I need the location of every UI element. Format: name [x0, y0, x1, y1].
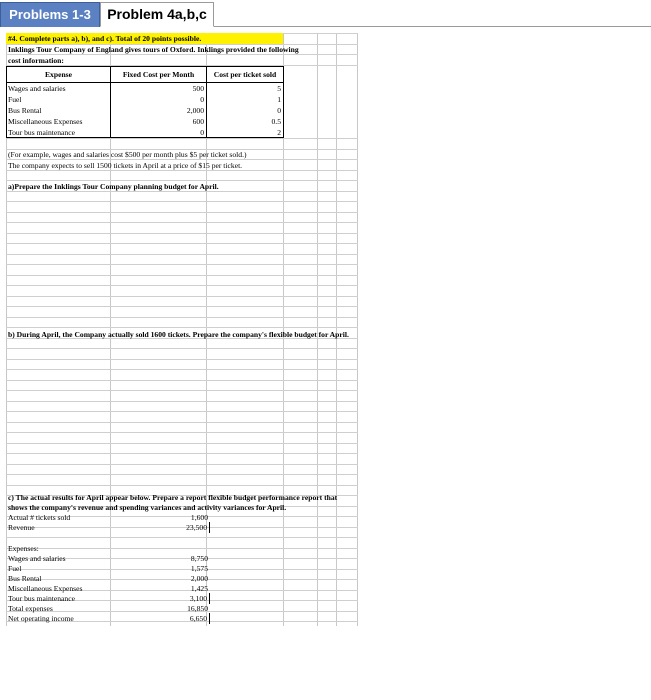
- grid-row-line: [6, 222, 358, 223]
- cost-row: [6, 94, 358, 105]
- grid-row-line: [6, 264, 358, 265]
- part-b-prompt[interactable]: b) During April, the Company actually sold 1600 tickets. Prepare the company's flexible budget for April.: [8, 330, 349, 339]
- grid-row-line: [6, 369, 358, 370]
- grid-row-line: [6, 537, 358, 538]
- actual-net-row: [6, 613, 358, 624]
- grid-row-line: [6, 359, 358, 360]
- cost-row-per-ticket[interactable]: 0.5: [271, 117, 281, 126]
- tab-problem-4abc[interactable]: Problem 4a,b,c: [100, 2, 214, 27]
- actual-net-label[interactable]: Net operating income: [8, 614, 74, 623]
- grid-row-line: [6, 243, 358, 244]
- note-example[interactable]: (For example, wages and salaries cost $500 per month plus $5 per ticket sold.): [8, 150, 247, 159]
- grid-row-line: [6, 327, 358, 328]
- tab-problems-1-3[interactable]: Problems 1-3: [0, 2, 100, 27]
- cost-row-expense[interactable]: Bus Rental: [8, 106, 42, 115]
- intro-line-2[interactable]: cost information:: [8, 56, 64, 65]
- actual-expense-value[interactable]: 8,750: [190, 554, 208, 563]
- actual-expense-label[interactable]: Bus Rental: [8, 574, 42, 583]
- actual-expense-value[interactable]: 3,100: [110, 593, 210, 604]
- grid-row-line: [6, 212, 358, 213]
- actual-revenue-row: [6, 522, 358, 533]
- cost-row-expense[interactable]: Fuel: [8, 95, 22, 104]
- actual-expense-value[interactable]: 1,575: [190, 564, 208, 573]
- part-c-prompt-line-1[interactable]: c) The actual results for April appear below. Prepare a report flexible budget performance report that: [8, 493, 338, 502]
- actual-expense-value[interactable]: 1,425: [190, 584, 208, 593]
- grid-row-line: [6, 201, 358, 202]
- grid-row-line: [6, 443, 358, 444]
- grid-row-line: [6, 306, 358, 307]
- part-a-prompt[interactable]: a)Prepare the Inklings Tour Company planning budget for April.: [8, 182, 219, 191]
- note-row-1: [6, 149, 358, 160]
- grid-row-line: [6, 432, 358, 433]
- header-fixed-cost[interactable]: Fixed Cost per Month: [110, 66, 207, 83]
- actual-tickets-value[interactable]: 1,600: [190, 513, 208, 522]
- grid-row-line: [6, 401, 358, 402]
- cost-row-per-ticket[interactable]: 2: [277, 128, 281, 137]
- cost-row: [6, 127, 358, 138]
- cost-row-fixed[interactable]: 600: [192, 117, 204, 126]
- grid-row-line: [6, 422, 358, 423]
- cost-row-fixed[interactable]: 0: [200, 95, 204, 104]
- intro-row-2: [6, 55, 358, 66]
- cost-row-expense[interactable]: Tour bus maintenance: [8, 128, 75, 137]
- grid-row-line: [6, 390, 358, 391]
- header-expense[interactable]: Expense: [6, 66, 111, 83]
- actual-revenue-value[interactable]: 23,500: [110, 522, 210, 533]
- problem-title-row: [6, 33, 358, 44]
- grid-row-line: [6, 138, 358, 139]
- actual-expense-label[interactable]: Tour bus maintenance: [8, 594, 75, 603]
- cost-row-per-ticket[interactable]: 5: [277, 84, 281, 93]
- actual-expense-label[interactable]: Fuel: [8, 564, 22, 573]
- cost-row: [6, 116, 358, 127]
- cost-row: [6, 83, 358, 94]
- cost-row-fixed[interactable]: 500: [192, 84, 204, 93]
- grid-row-line: [6, 317, 358, 318]
- note-row-2: [6, 160, 358, 171]
- part-a-row: [6, 181, 358, 192]
- actual-total-label[interactable]: Total expenses: [8, 604, 53, 613]
- problem-title[interactable]: #4. Complete parts a), b), and c). Total of 20 points possible.: [6, 33, 283, 44]
- cost-row-fixed[interactable]: 0: [200, 128, 204, 137]
- cost-row-expense[interactable]: Miscellaneous Expenses: [8, 117, 83, 126]
- grid-row-line: [6, 464, 358, 465]
- actual-net-value[interactable]: 6,650: [110, 613, 210, 624]
- actual-expense-label[interactable]: Miscellaneous Expenses: [8, 584, 83, 593]
- sheet-tab-bar: [0, 0, 651, 27]
- cost-row-per-ticket[interactable]: 1: [277, 95, 281, 104]
- header-cost-per-ticket[interactable]: Cost per ticket sold: [206, 66, 284, 83]
- grid-row-line: [6, 411, 358, 412]
- actual-expense-value[interactable]: 2,000: [190, 574, 208, 583]
- part-b-row: [6, 329, 358, 340]
- actual-total-value[interactable]: 16,850: [187, 604, 208, 613]
- cost-table-header-row: [6, 66, 358, 83]
- grid-row-line: [6, 474, 358, 475]
- part-c-prompt-line-2[interactable]: shows the company's revenue and spending variances and activity variances for April.: [8, 503, 287, 512]
- grid-row-line: [6, 453, 358, 454]
- grid-row-line: [6, 380, 358, 381]
- actual-revenue-label[interactable]: Revenue: [8, 523, 35, 532]
- actual-tickets-label[interactable]: Actual # tickets sold: [8, 513, 71, 522]
- cost-row-expense[interactable]: Wages and salaries: [8, 84, 66, 93]
- grid-row-line: [6, 275, 358, 276]
- intro-row-1: [6, 44, 358, 55]
- actual-expense-label[interactable]: Wages and salaries: [8, 554, 66, 563]
- cost-row: [6, 105, 358, 116]
- grid-row-line: [6, 285, 358, 286]
- cost-row-per-ticket[interactable]: 0: [277, 106, 281, 115]
- grid-row-line: [6, 348, 358, 349]
- cost-row-fixed[interactable]: 2,000: [186, 106, 204, 115]
- intro-line-1[interactable]: Inklings Tour Company of England gives tours of Oxford. Inklings provided the following: [8, 45, 299, 54]
- grid-row-line: [6, 296, 358, 297]
- grid-row-line: [6, 233, 358, 234]
- actual-expenses-label[interactable]: Expenses:: [8, 544, 39, 553]
- grid-row-line: [6, 485, 358, 486]
- note-expects[interactable]: The company expects to sell 1500 tickets in April at a price of $15 per ticket.: [8, 161, 243, 170]
- grid-row-line: [6, 254, 358, 255]
